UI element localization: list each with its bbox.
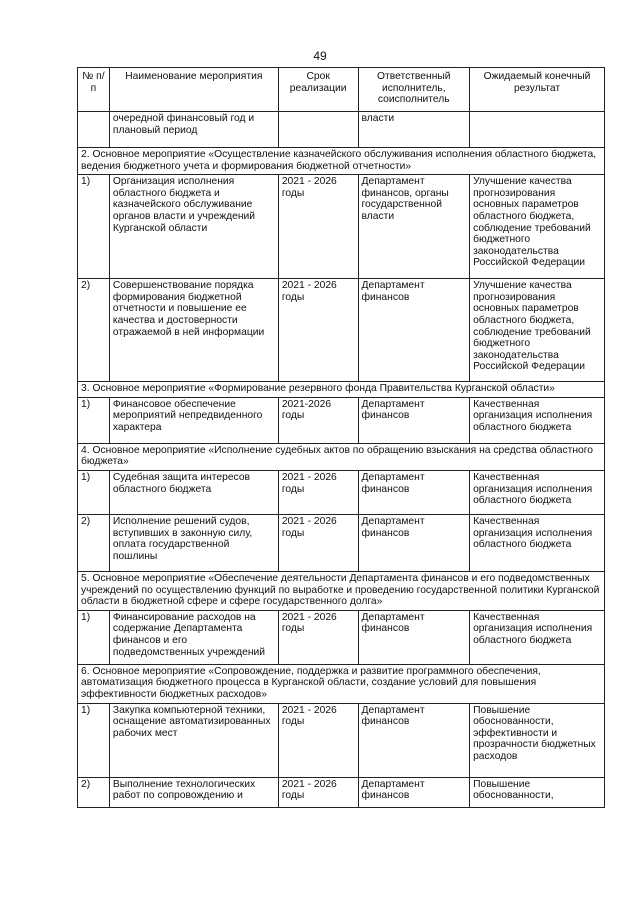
cell-result: Качественная организация исполнения областного бюджета [470,397,605,443]
table-row [78,470,605,514]
cell-num: 2) [78,514,110,571]
header-num: № п/п [78,68,110,112]
section-title-row [78,148,605,175]
cell-term: 2021 - 2026 годы [278,470,358,514]
cell-executor: Департамент финансов [358,514,470,571]
header-name: Наименование мероприятия [109,68,278,112]
cell-executor: Департамент финансов [358,610,470,664]
cell-executor: Департамент финансов, органы государственной власти [358,175,470,279]
cell-result: Повышение обоснованности, эффективности и прозрачности бюджетных расходов [470,703,605,777]
cell-num: 1) [78,703,110,777]
cell-term [278,112,358,148]
cell-executor: власти [358,112,470,148]
cell-term: 2021 - 2026 годы [278,175,358,279]
cell-term: 2021 - 2026 годы [278,777,358,807]
cell-name: Исполнение решений судов, вступивших в законную силу, оплата государственной пошлины [109,514,278,571]
cell-term: 2021 - 2026 годы [278,279,358,382]
table-row [78,279,605,382]
cell-num: 1) [78,175,110,279]
section-title-row [78,664,605,703]
cell-term: 2021 - 2026 годы [278,610,358,664]
events-table [77,67,605,808]
cell-num [78,112,110,148]
section-title-row [78,443,605,470]
header-result: Ожидаемый конечный результат [470,68,605,112]
section-title: 5. Основное мероприятие «Обеспечение деятельности Департамента финансов и его подведомственных учреждений по осуществлению функций по выработке и проведению государственной политики Курганской области в бюджетной сфере и сфере государственного долга» [78,571,605,610]
cell-executor: Департамент финансов [358,703,470,777]
cell-num: 2) [78,777,110,807]
section-title: 3. Основное мероприятие «Формирование резервного фонда Правительства Курганской области» [78,382,605,398]
cell-num: 2) [78,279,110,382]
section-title-row [78,571,605,610]
section-title-row [78,382,605,398]
table-header-row [78,68,605,112]
cell-executor: Департамент финансов [358,397,470,443]
cell-num: 1) [78,610,110,664]
cell-name: Финансовое обеспечение мероприятий непредвиденного характера [109,397,278,443]
cell-result [470,112,605,148]
cell-term: 2021-2026 годы [278,397,358,443]
cell-num: 1) [78,397,110,443]
cell-name: очередной финансовый год и плановый период [109,112,278,148]
cell-name: Судебная защита интересов областного бюджета [109,470,278,514]
cell-result: Улучшение качества прогнозирования основных параметров областного бюджета, соблюдение требований бюджетного законодательства Российской Федерации [470,279,605,382]
table-row [78,514,605,571]
section-title: 4. Основное мероприятие «Исполнение судебных актов по обращению взыскания на средства областного бюджета» [78,443,605,470]
cell-executor: Департамент финансов [358,470,470,514]
cell-name: Выполнение технологических работ по сопровождению и [109,777,278,807]
cell-term: 2021 - 2026 годы [278,703,358,777]
cell-result: Качественная организация исполнения областного бюджета [470,470,605,514]
cell-result: Качественная организация исполнения областного бюджета [470,514,605,571]
cell-executor: Департамент финансов [358,777,470,807]
table-row [78,703,605,777]
page-number: 49 [313,49,327,63]
cell-name: Финансирование расходов на содержание Департамента финансов и его подведомственных учреждений [109,610,278,664]
cell-term: 2021 - 2026 годы [278,514,358,571]
section-title: 2. Основное мероприятие «Осуществление казначейского обслуживания исполнения областного бюджета, ведения бюджетного учета и формирования бюджетной отчетности» [78,148,605,175]
cell-result: Качественная организация исполнения областного бюджета [470,610,605,664]
continuation-row [78,112,605,148]
cell-result: Улучшение качества прогнозирования основных параметров областного бюджета, соблюдение требований бюджетного законодательства Российской Федерации [470,175,605,279]
cell-num: 1) [78,470,110,514]
table-row [78,175,605,279]
section-title: 6. Основное мероприятие «Сопровождение, поддержка и развитие программного обеспечения, автоматизация бюджетного процесса в Курганской области, создание условий для повышения эффективности бюджетных расходов» [78,664,605,703]
cell-executor: Департамент финансов [358,279,470,382]
header-term: Срок реализации [278,68,358,112]
cell-name: Совершенствование порядка формирования бюджетной отчетности и повышение ее качества и достоверности отражаемой в ней информации [109,279,278,382]
table-row [78,397,605,443]
header-executor: Ответственный исполнитель, соисполнитель [358,68,470,112]
cell-result: Повышение обоснованности, [470,777,605,807]
table-row [78,610,605,664]
table-row [78,777,605,807]
cell-name: Закупка компьютерной техники, оснащение автоматизированных рабочих мест [109,703,278,777]
cell-name: Организация исполнения областного бюджета и казначейского обслуживание органов власти и учреждений Курганской области [109,175,278,279]
